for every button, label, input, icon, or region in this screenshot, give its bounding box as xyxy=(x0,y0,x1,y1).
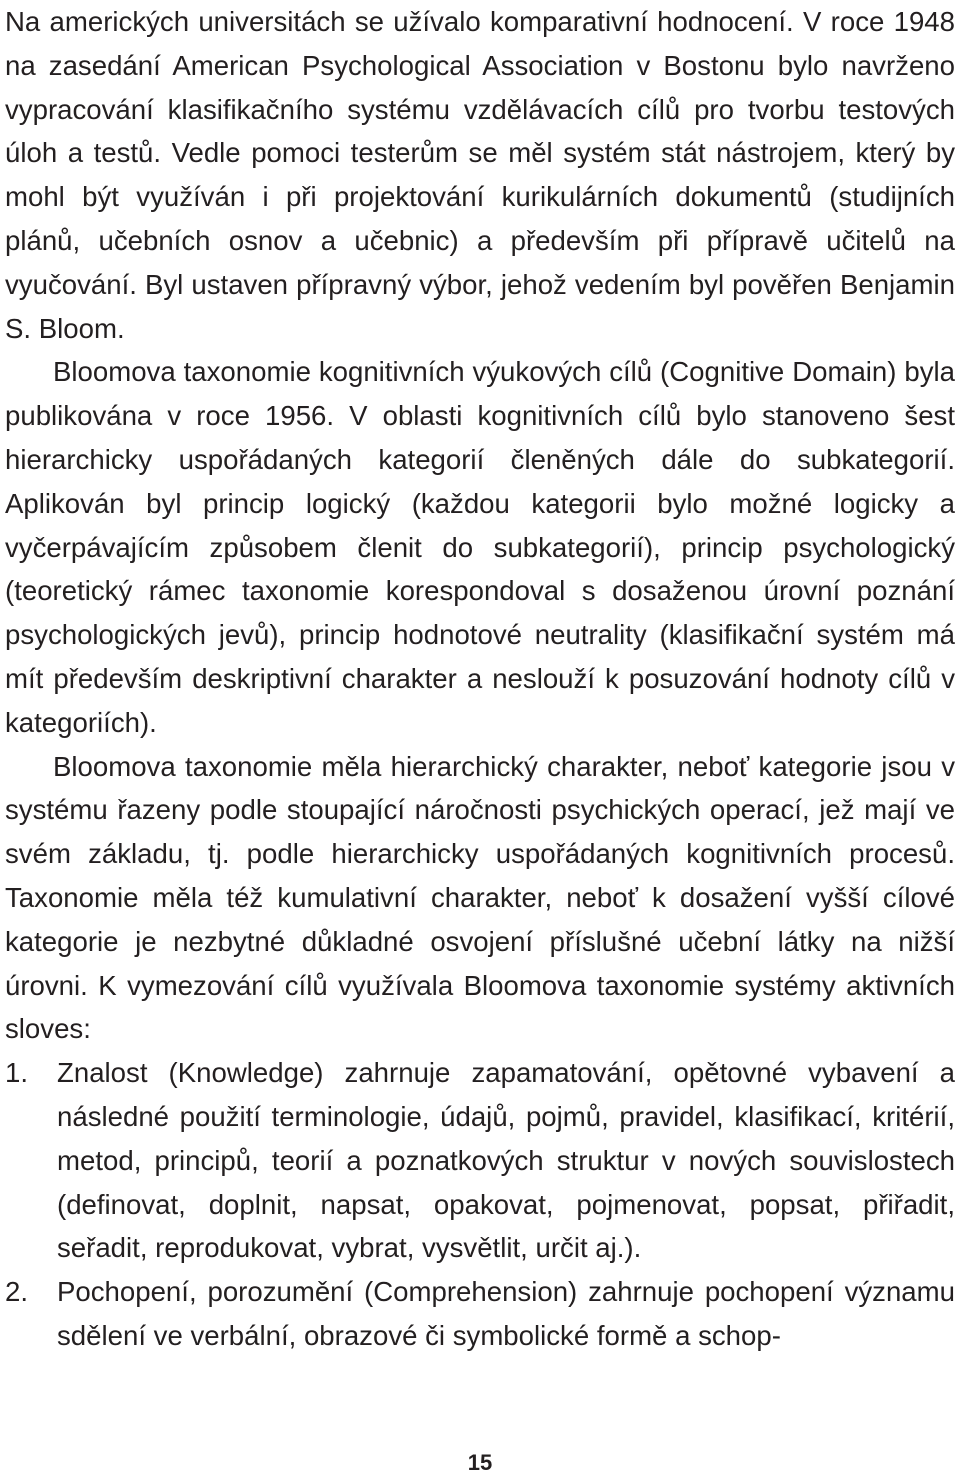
list-item xyxy=(5,1270,955,1358)
list-item-text: Znalost (Knowledge) zahrnuje zapamatování, opětovné vybavení a následné použití terminologie, údajů, pojmů, pravidel, klasifikací, kritérií, metod, principů, teorií a poznatkových struktur v nových souvislostech (definovat, doplnit, napsat, opakovat, pojmenovat, popsat, přiřadit, seřadit, reprodukovat, vybrat, vysvětlit, určit aj.). xyxy=(57,1057,955,1264)
list-item-text: Pochopení, porozumění (Comprehension) zahrnuje pochopení významu sdělení ve verbální, obrazové či symbolické formě a schop- xyxy=(57,1276,955,1351)
paragraph-bloom-taxonomy: Bloomova taxonomie kognitivních výukových cílů (Cognitive Domain) byla publikována v roce 1956. V oblasti kognitivních cílů bylo stanoveno šest hierarchicky uspořádaných kategorií členěných dále do subkategorií. Aplikován byl princip logický (každou kategorii bylo možné logicky a vyčerpávajícím způsobem členit do subkategorií), princip psychologický (teoretický rámec taxonomie korespondoval s dosaženou úrovní poznání psychologických jevů), princip hodnotové neutrality (klasifikační systém má mít především deskriptivní charakter a neslouží k posuzování hodnoty cílů v kategoriích). xyxy=(5,356,955,738)
paragraph-hierarchy: Bloomova taxonomie měla hierarchický charakter, neboť kategorie jsou v systému řazeny podle stoupající náročnosti psychických operací, jež mají ve svém základu, tj. podle hierarchicky uspořádaných kognitivních procesů. Taxonomie měla též kumulativní charakter, neboť k dosažení vyšší cílové kategorie je nezbytné důkladné osvojení příslušné učební látky na nižší úrovni. K vymezování cílů využívala Bloomova taxonomie systémy aktivních sloves: xyxy=(5,750,955,1045)
list-item xyxy=(5,1051,955,1270)
paragraph-intro: Na amerických universitách se užívalo komparativní hodnocení. V roce 1948 na zasedání American Psychological Association v Bostonu bylo navrženo vypracování klasifikačního systému vzdělávacích cílů pro tvorbu testových úloh a testů. Vedle pomoci testerům se měl systém stát nástrojem, který by mohl být využíván i při projektování kurikulárních dokumentů (studijních plánů, učebních osnov a učebnic) a především při přípravě učitelů na vyučování. Byl ustaven přípravný výbor, jehož vedením byl pověřen Benjamin S. Bloom. xyxy=(5,6,955,344)
page-number: 15 xyxy=(467,1450,493,1475)
category-list xyxy=(5,1051,955,1358)
list-item-number: 2. xyxy=(5,1276,29,1308)
list-item-number: 1. xyxy=(5,1057,29,1089)
page-body xyxy=(5,0,955,1358)
